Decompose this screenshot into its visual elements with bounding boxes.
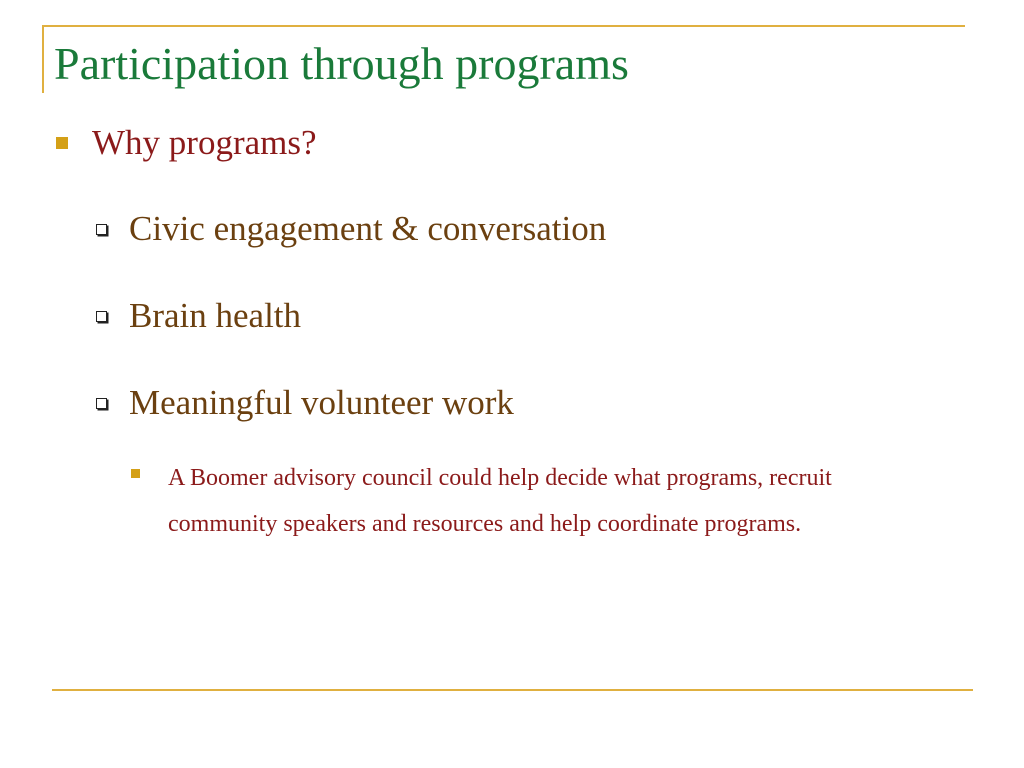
left-rule	[42, 25, 44, 93]
sub-bullet-text: Civic engagement & conversation	[129, 209, 607, 248]
small-filled-square-icon	[131, 469, 140, 478]
outline-square-icon	[96, 398, 107, 409]
sub-bullet-volunteer-work	[96, 381, 514, 425]
sub-bullet-text: Meaningful volunteer work	[129, 383, 514, 422]
sub-sub-bullet-advisory-council	[131, 456, 891, 547]
bullet-text: Why programs?	[92, 123, 317, 162]
filled-square-icon	[56, 137, 68, 149]
bottom-rule	[52, 689, 973, 691]
outline-square-icon	[96, 224, 107, 235]
top-rule	[42, 25, 965, 27]
outline-square-icon	[96, 311, 107, 322]
sub-bullet-brain-health	[96, 294, 301, 338]
slide-title: Participation through programs	[54, 38, 629, 89]
sub-sub-bullet-text: A Boomer advisory council could help decide what programs, recruit community speakers and resources and help coordinate programs.	[168, 465, 832, 537]
sub-bullet-text: Brain health	[129, 296, 302, 335]
sub-bullet-civic-engagement	[96, 207, 606, 251]
bullet-why-programs	[56, 120, 317, 166]
